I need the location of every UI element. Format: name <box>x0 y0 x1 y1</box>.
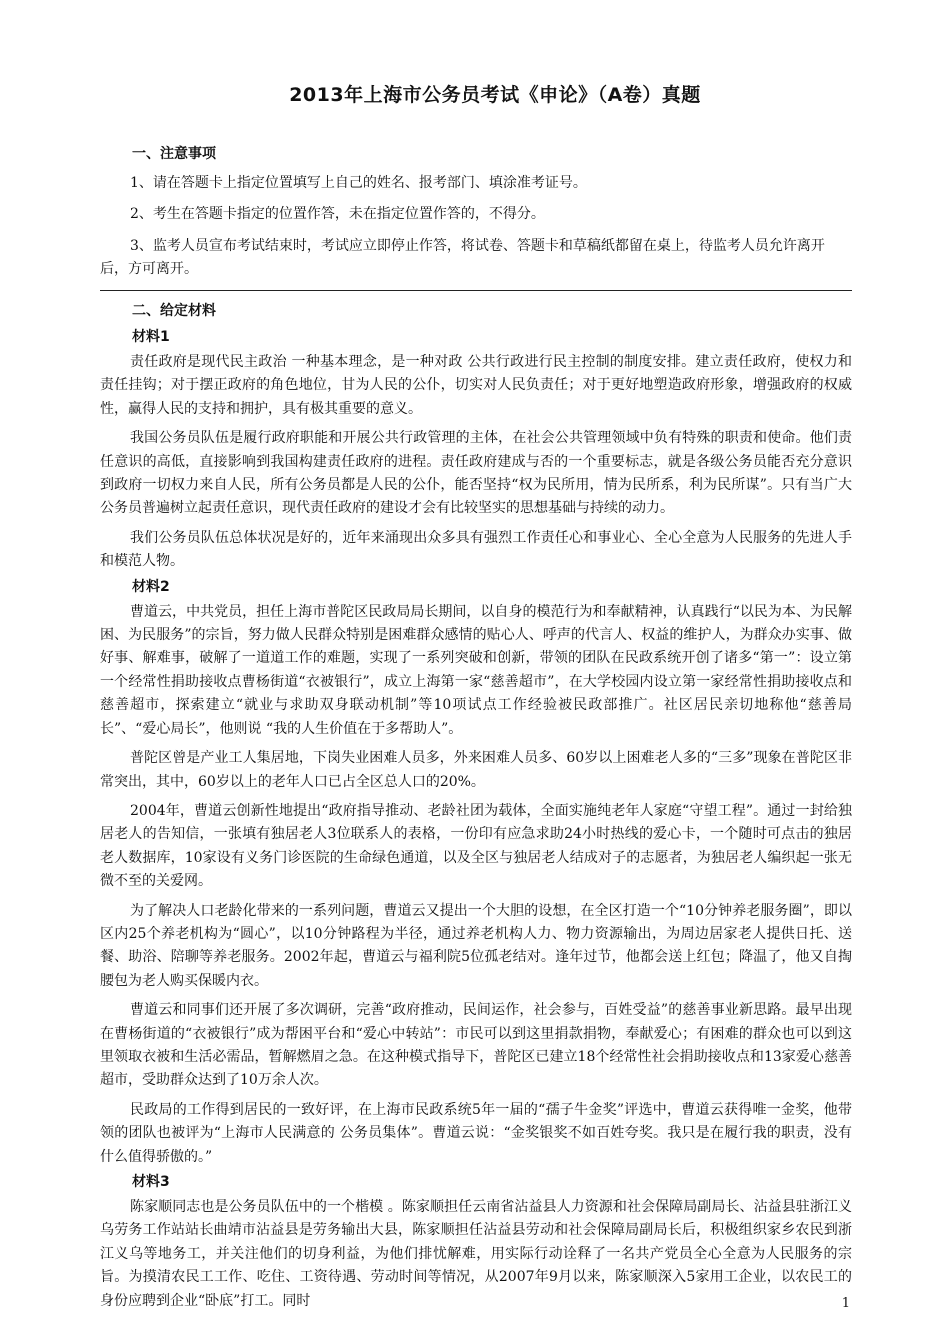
material-2-label: 材料2 <box>132 578 170 595</box>
notice-heading: 一、注意事项 <box>132 146 216 162</box>
material-3-label: 材料3 <box>132 1174 170 1190</box>
material-paragraph: 陈家顺同志也是公务员队伍中的一个楷模 。陈家顺担任云南省沾益县人力资源和社会保障局副局长、沾益县驻浙江义乌劳务工作站站长曲靖市沾益县是劳务输出大县，陈家顺担任沾益县劳动和社会保障局副局长后，积极组织家乡农民到浙江义乌等地务工，并关注他们的切身利益，为他们排忧解难，用实际行动诠释了一名共产党员全心全意为人民服务的宗旨。为摸清农民工工作、吃住、工资待遇、劳动时间等情况，从2007年9月以来，陈家顺深入5家用工企业，以农民工的身份应聘到企业“卧底”打工。同时 <box>100 1199 852 1309</box>
material-paragraph: 民政局的工作得到居民的一致好评，在上海市民政系统5年一届的“孺子牛金奖”评选中，曹道云获得唯一金奖，他带领的团队也被评为“上海市人民满意的 公务员集体”。曹道云说：“金奖银奖不如百姓夸奖。我只是在履行我的职责，没有什么值得骄傲的。” <box>100 1101 852 1165</box>
material-paragraph: 普陀区曾是产业工人集居地，下岗失业困难人员多，外来困难人员多、60岁以上困难老人多的“三多”现象在普陀区非常突出，其中，60岁以上的老年人口已占全区总人口的20%。 <box>100 750 852 790</box>
notice-item: 3、监考人员宣布考试结束时，考试应立即停止作答，将试卷、答题卡和草稿纸都留在桌上，待监考人员允许离开后，方可离开。 <box>100 237 825 278</box>
materials-section <box>100 300 852 1313</box>
material-paragraph: 曹道云和同事们还开展了多次调研，完善“政府推动，民间运作，社会参与，百姓受益”的慈善事业新思路。最早出现在曹杨街道的“衣被银行”成为帮困平台和“爱心中转站”：市民可以到这里捐款捐物，奉献爱心；有困难的群众也可以到这里领取衣被和生活必需品，暂解燃眉之急。在这种模式指导下，普陀区已建立18个经常性社会捐助接收点和13家爱心慈善超市，受助群众达到了10万余人次。 <box>100 1002 852 1089</box>
notice-section <box>100 143 852 282</box>
material-paragraph: 为了解决人口老龄化带来的一系列问题，曹道云又提出一个大胆的设想，在全区打造一个“10分钟养老服务圈”，即以区内25个养老机构为“圆心”，以10分钟路程为半径，通过养老机构人力、物力资源输出，为周边居家老人提供日托、送餐、助浴、陪聊等养老服务。2002年起，曹道云与福利院5位孤老结对。逢年过节，他都会送上红包；降温了，他又自掏腰包为老人购买保暖内衣。 <box>100 902 852 989</box>
document-title: 2013年上海市公务员考试《申论》（A卷）真题 <box>289 84 701 106</box>
section-divider <box>100 290 852 291</box>
notice-item: 1、请在答题卡上指定位置填写上自己的姓名、报考部门、填涂准考证号。 <box>130 175 587 191</box>
notice-item: 2、考生在答题卡指定的位置作答，未在指定位置作答的，不得分。 <box>130 206 545 223</box>
materials-heading: 二、给定材料 <box>132 303 216 319</box>
material-paragraph: 曹道云，中共党员，担任上海市普陀区民政局局长期间，以自身的模范行为和奉献精神，认真践行“以民为本、为民解困、为民服务”的宗旨，努力做人民群众特别是困难群众感情的贴心人、呼声的代言人、权益的维护人，为群众办实事、做好事、解难事，破解了一道道工作的难题，实现了一系列突破和创新，带领的团队在民政系统开创了诸多“第一”：设立第一个经常性捐助接收点曹杨街道“衣被银行”，成立上海第一家“慈善超市”，在大学校园内设立第一家经常性捐助接收点和慈善超市，探索建立“就业与求助双身联动机制”等10项试点工作经验被民政部推广。社区居民亲切地称他“慈善局长”、“爱心局长”，他则说 “我的人生价值在于多帮助人”。 <box>100 603 852 737</box>
material-paragraph: 责任政府是现代民主政治 一种基本理念，是一种对政 公共行政进行民主控制的制度安排。建立责任政府，使权力和责任挂钩；对于摆正政府的角色地位，甘为人民的公仆，切实对人民负责任；对于更好地塑造政府形象，增强政府的权威性，赢得人民的支持和拥护，具有极其重要的意义。 <box>100 354 852 417</box>
material-paragraph: 我国公务员队伍是履行政府职能和开展公共行政管理的主体，在社会公共管理领域中负有特殊的职责和使命。他们责任意识的高低，直接影响到我国构建责任政府的进程。责任政府建成与否的一个重要标志，就是各级公务员能否充分意识到政府一切权力来自人民，所有公务员都是人民的公仆，能否坚持“权为民所用，情为民所系，利为民所谋”。只有当广大公务员普遍树立起责任意识，现代责任政府的建设才会有比较坚实的思想基础与持续的动力。 <box>100 430 852 517</box>
page-number: 1 <box>841 1296 850 1311</box>
material-paragraph: 2004年，曹道云创新性地提出“政府指导推动、老龄社团为载体，全面实施纯老年人家庭“守望工程”。通过一封给独居老人的告知信，一张填有独居老人3位联系人的表格，一份印有应急求助24小时热线的爱心卡，一个随时可点击的独居老人数据库，10家设有义务门诊医院的生命绿色通道，以及全区与独居老人结成对子的志愿者，为独居老人编织起一张无微不至的关爱网。 <box>100 802 852 890</box>
material-paragraph: 我们公务员队伍总体状况是好的，近年来涌现出众多具有强烈工作责任心和事业心、全心全意为人民服务的先进人手和模范人物。 <box>100 529 852 570</box>
material-1-label: 材料1 <box>132 329 170 345</box>
